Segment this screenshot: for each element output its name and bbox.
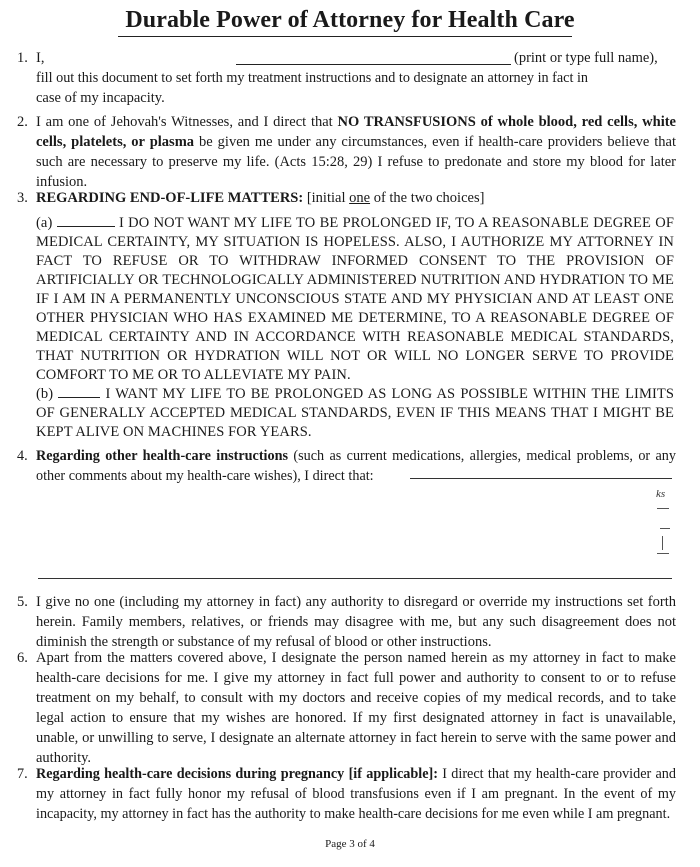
paragraph-7 bbox=[17, 764, 676, 824]
choice-a-text: I DO NOT WANT MY LIFE TO BE PROLONGED IF, TO A REASONABLE DEGREE OF MEDICAL CERTAINTY, MY SITUATION IS HOPELESS. ALSO, I AUTHORIZE MY ATTORNEY IN FACT TO REFUSE OR TO WITHDRAW INFORMED CONSENT TO THE PROVISION OF ARTIFICIALLY OR TECHNOLOGICALLY ADMINISTERED NUTRITION AND HYDRATION TO ME IF I AM IN A PERMANENTLY UNCONSCIOUS STATE AND MY PHYSICIAN AND AT LEAST ONE OTHER PHYSICIAN WHO HAS EXAMINED ME DETERMINE, TO A REASONABLE DEGREE OF MEDICAL CERTAINTY AND IN ACCORDANCE WITH REASONABLE MEDICAL STANDARDS, THAT NUTRITION OR HYDRATION WILL NOT OR WILL NO LONGER SERVE TO PROVIDE COMFORT TO ME OR TO ALLEVIATE MY PAIN. bbox=[36, 215, 674, 383]
margin-initials-mark: ks bbox=[656, 488, 666, 500]
paragraph-5 bbox=[17, 592, 676, 652]
name-hint: (print or type full name), bbox=[514, 50, 658, 66]
paragraph-2-text-a: I am one of Jehovah's Witnesses, and I direct that bbox=[36, 114, 338, 130]
paragraph-6 bbox=[17, 648, 676, 768]
end-of-life-heading: REGARDING END-OF-LIFE MATTERS: bbox=[36, 190, 304, 206]
choice-a bbox=[36, 214, 674, 385]
end-of-life-instruction-one: one bbox=[349, 190, 371, 206]
instructions-line-1[interactable] bbox=[410, 478, 672, 479]
paragraph-number: 4. bbox=[17, 448, 28, 464]
choice-b-text: I WANT MY LIFE TO BE PROLONGED AS LONG AS POSSIBLE WITHIN THE LIMITS OF GENERALLY ACCEPTED MEDICAL STANDARDS, EVEN IF THIS MEANS THAT I MIGHT BE KEPT ALIVE ON MACHINES FOR YEARS. bbox=[36, 386, 674, 440]
no-transfusions-statement: NO TRANSFUSIONS of whole blood, red cells, white cells, platelets, or plasma bbox=[36, 114, 676, 150]
paragraph-1 bbox=[17, 48, 676, 108]
paragraph-2 bbox=[17, 112, 677, 192]
choice-b-initial-field[interactable] bbox=[58, 385, 100, 398]
title-underline bbox=[118, 36, 572, 37]
margin-tick bbox=[660, 528, 670, 529]
paragraph-number: 1. bbox=[17, 50, 28, 66]
choice-b-label: (b) bbox=[36, 386, 54, 402]
paragraph-6-text: Apart from the matters covered above, I designate the person named herein as my attorney in fact to make health-care decisions for me. I give my attorney in fact full power and authority to consent to or to refuse treatment on my behalf, to consult with my doctors and receive copies of my medical records, and to take legal action to ensure that my wishes are honored. If my first designated attorney in fact is unavailable, unable, or unwilling to serve, I designate an alternate attorney in fact herein to serve with the same power and authority. bbox=[36, 650, 676, 766]
end-of-life-instruction-a: [initial bbox=[303, 190, 350, 206]
margin-tick bbox=[662, 536, 663, 550]
paragraph-1-line2: fill out this document to set forth my treatment instructions and to designate an attorney in fact in bbox=[36, 70, 589, 86]
paragraph-2-text-b: be given me under any circumstances, even if health-care providers believe that such are necessary to preserve my life. (Acts 15:28, 29) I refuse to predonate and store my blood for later infusion. bbox=[36, 134, 677, 190]
choice-a-label: (a) bbox=[36, 215, 53, 231]
paragraph-3 bbox=[17, 188, 676, 208]
paragraph-number: 2. bbox=[17, 114, 28, 130]
other-instructions-heading: Regarding other health-care instructions bbox=[36, 448, 289, 464]
paragraph-number: 5. bbox=[17, 594, 28, 610]
margin-tick bbox=[657, 508, 669, 509]
choice-b bbox=[36, 385, 674, 442]
margin-tick bbox=[657, 553, 669, 554]
document-title: Durable Power of Attorney for Health Care bbox=[125, 7, 575, 33]
paragraph-number: 6. bbox=[17, 650, 28, 666]
paragraph-1-line3: case of my incapacity. bbox=[36, 90, 165, 106]
name-lead: I, bbox=[36, 50, 45, 66]
pregnancy-text: I direct that my health-care provider and my attorney in fact fully honor my refusal of blood transfusions even if I am pregnant. In the event of my incapacity, my attorney in fact has the authority to make health-care decisions for me even while I am pregnant. bbox=[36, 766, 676, 822]
full-name-field[interactable] bbox=[236, 50, 511, 65]
paragraph-4 bbox=[17, 446, 676, 486]
choice-a-initial-field[interactable] bbox=[57, 214, 115, 227]
paragraph-5-text: I give no one (including my attorney in fact) any authority to disregard or override my instructions set forth herein. Family members, relatives, or friends may disagree with me, but any such disagreement does not diminish the strength or substance of my refusal of blood or other instructions. bbox=[36, 594, 676, 650]
pregnancy-heading: Regarding health-care decisions during pregnancy [if applicable]: bbox=[36, 766, 438, 782]
paragraph-number: 3. bbox=[17, 190, 28, 206]
end-of-life-instruction-b: of the two choices] bbox=[370, 190, 485, 206]
paragraph-number: 7. bbox=[17, 766, 28, 782]
other-instructions-text: (such as current medications, allergies, medical problems, or any other comments about my health-care wishes), I direct that: bbox=[36, 448, 676, 484]
instructions-line-2[interactable] bbox=[38, 578, 672, 579]
page-number: Page 3 of 4 bbox=[325, 838, 375, 850]
